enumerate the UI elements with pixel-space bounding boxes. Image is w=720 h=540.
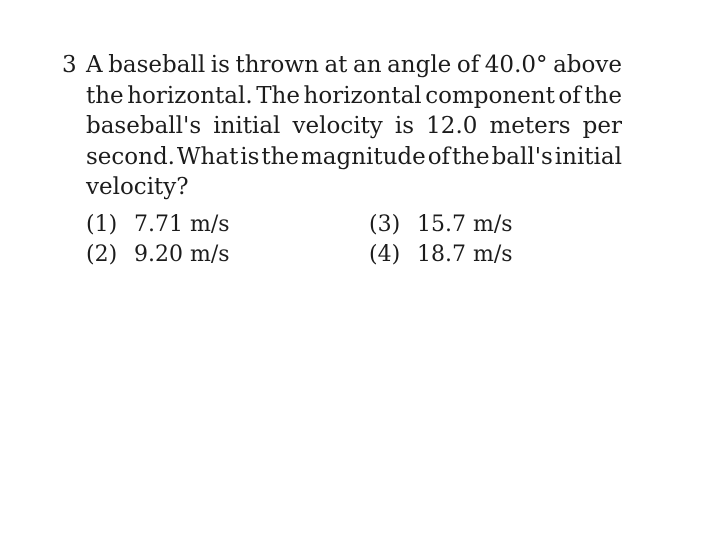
question-word: velocity <box>292 113 383 139</box>
choice-text: 18.7 m/s <box>417 242 513 267</box>
question-word: A <box>86 52 103 78</box>
question-word: thrown <box>235 52 319 78</box>
question-word: at <box>324 52 348 78</box>
question-word: 12.0 <box>426 113 478 139</box>
question-word: per <box>582 113 622 139</box>
question-word: of <box>456 52 480 78</box>
question-word: the <box>261 143 300 170</box>
question-word: horizontal <box>303 82 422 109</box>
answer-choices <box>86 210 606 270</box>
choice-text: 9.20 m/s <box>134 242 230 267</box>
choice-1 <box>86 210 369 240</box>
question-word: the <box>451 143 490 170</box>
choice-number: (2) <box>86 242 118 267</box>
choice-number: (1) <box>86 212 118 237</box>
question-word: meters <box>489 113 571 139</box>
question-word: above <box>553 52 622 78</box>
question-word: of <box>427 143 451 170</box>
question-word: angle <box>387 52 452 78</box>
choice-row <box>86 210 606 240</box>
question-word: What <box>176 143 239 170</box>
question-word: ball's <box>491 143 553 170</box>
question-word: initial <box>554 143 622 170</box>
question-line <box>86 111 622 142</box>
question-line <box>86 50 622 81</box>
choice-4 <box>369 240 513 270</box>
question-word: is <box>210 52 230 78</box>
question-text <box>86 50 622 203</box>
choice-row <box>86 240 606 270</box>
question-word: is <box>394 113 415 139</box>
question-word: 40.0° <box>484 52 548 78</box>
question-word: an <box>352 52 382 78</box>
question-line <box>86 172 622 203</box>
choice-number: (3) <box>369 212 401 237</box>
question-number: 3 <box>62 52 77 78</box>
choice-text: 15.7 m/s <box>417 212 513 237</box>
question-word: horizontal. <box>127 82 253 109</box>
choice-text: 7.71 m/s <box>134 212 230 237</box>
question-line <box>86 81 622 112</box>
question-word: second. <box>86 143 175 170</box>
question-word: baseball <box>108 52 206 78</box>
question-line <box>86 142 622 173</box>
choice-3 <box>369 210 513 240</box>
choice-number: (4) <box>369 242 401 267</box>
question-word: the <box>584 82 622 109</box>
question-word: is <box>240 143 260 170</box>
question-word: The <box>256 82 300 109</box>
question-word: initial <box>213 113 281 139</box>
question-word: velocity? <box>86 174 189 200</box>
choice-2 <box>86 240 369 270</box>
question-word: component <box>425 82 555 109</box>
question-word: of <box>558 82 581 109</box>
question-word: the <box>86 82 124 109</box>
question-word: baseball's <box>86 113 202 139</box>
question-word: magnitude <box>300 143 426 170</box>
